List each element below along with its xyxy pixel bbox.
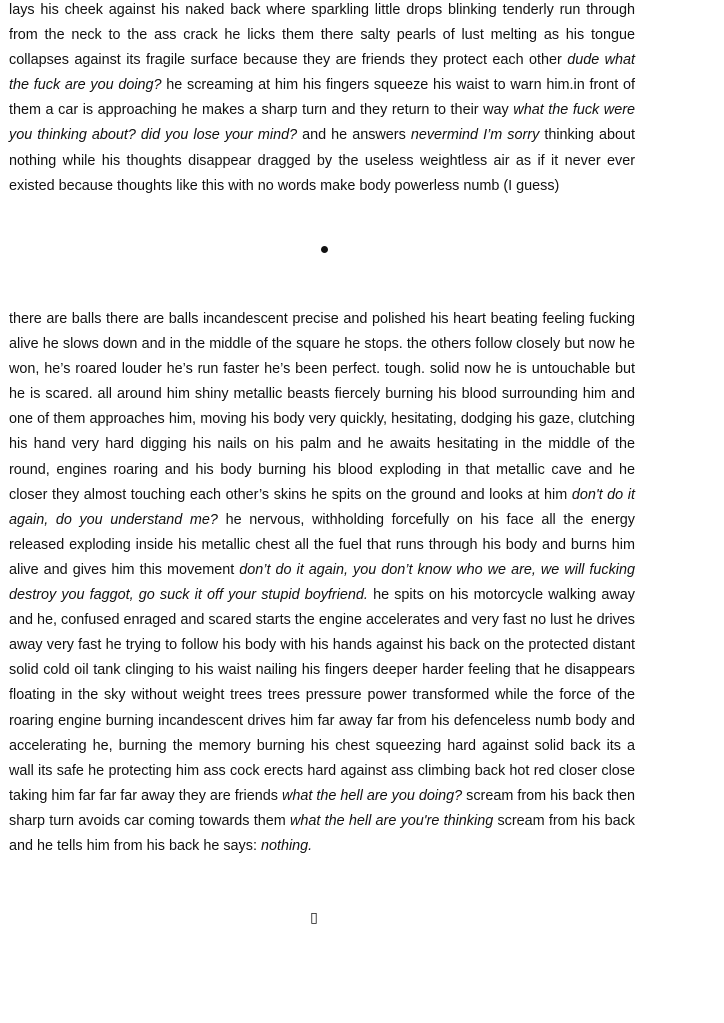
italic-dialogue-run: what the hell are you're thinking [289,812,494,829]
italic-dialogue-run: what the hell are you doing? [281,787,463,804]
text-run: he spits on his motorcycle walking away and he, confused enraged and scared starts the engine accelerates and very fast no lust he drives away very fast he trying to follow his body with his hands against his back on the protected distant solid cold oil tank clinging to his waist nailing his fingers deeper harder feeling that he disappears floating in the sky without weight trees trees pressure power transformed while the force of the roaring engine burning incandescent drives him far away far from his defenceless numb body and accelerating he, burning the memory burning his chest squeezing hard against solid back its a wall its safe he protecting him ass cock erects hard against ass climbing back hot red closer close taking him far far far away they are friends [9,587,635,804]
paragraph-2 [9,307,635,859]
italic-dialogue-run: don't do it again, do you understand me? [9,486,635,528]
italic-dialogue-run: don’t do it again, you don’t know who we are, we will fucking destroy you faggot, go suck it off your stupid boyfriend. [9,561,635,604]
text-run: and he answers [297,127,411,144]
text-run: lays his cheek against his naked back where sparkling little drops blinking tenderly run through from the neck to the ass crack he licks them there salty pearls of lust melting as his tongue collapses against its fragile surface because they are friends they protect each other [9,2,635,69]
text-run: he nervous, withholding forcefully on his face all the energy released exploding inside his metallic chest all the fuel that runs through his body and burns him alive and gives him this movement [9,511,635,578]
text-run: there are balls there are balls incandescent precise and polished his heart beating feeling fucking alive he slows down and in the middle of the square he stops. the others follow closely but now he won, he’s roared louder he’s run faster he’s been perfect. tough. solid now he is untouchable but he is scared. all around him shiny metallic beasts fiercely burning his blood surrounding him and one of them approaches him, moving his body very quickly, hesitating, dodging his gaze, clutching his hand very hard digging his nails on his palm and he awaits hesitating in the middle of the round, engines roaring and his body burning his blood exploding in that metallic cave and he closer they almost touching each other’s skins he spits on the ground and looks at him [9,311,635,503]
text-run: scream from his back and he tells him from his back he says: [9,812,635,854]
text-run: he screaming at him his fingers squeeze his waist to warn him.in front of them a car is approaching he makes a sharp turn and they return to their way [9,77,635,119]
text-run: thinking about nothing while his thoughts disappear dragged by the useless weightless air as if it never ever existed because thoughts like this with no words make body powerless numb (I guess) [9,127,635,194]
section-separator-dot [321,246,328,253]
italic-dialogue-run: nevermind I’m sorry [410,127,540,144]
italic-dialogue-run: nothing. [260,837,313,854]
paragraph-1 [9,0,635,199]
italic-dialogue-run: dude what the fuck are you doing? [9,52,635,94]
text-run: scream from his back then sharp turn avoids car coming towards them [9,787,635,829]
end-glyph-icon: ▯ [310,910,318,926]
italic-dialogue-run: what the fuck were you thinking about? did you lose your mind? [9,102,635,144]
